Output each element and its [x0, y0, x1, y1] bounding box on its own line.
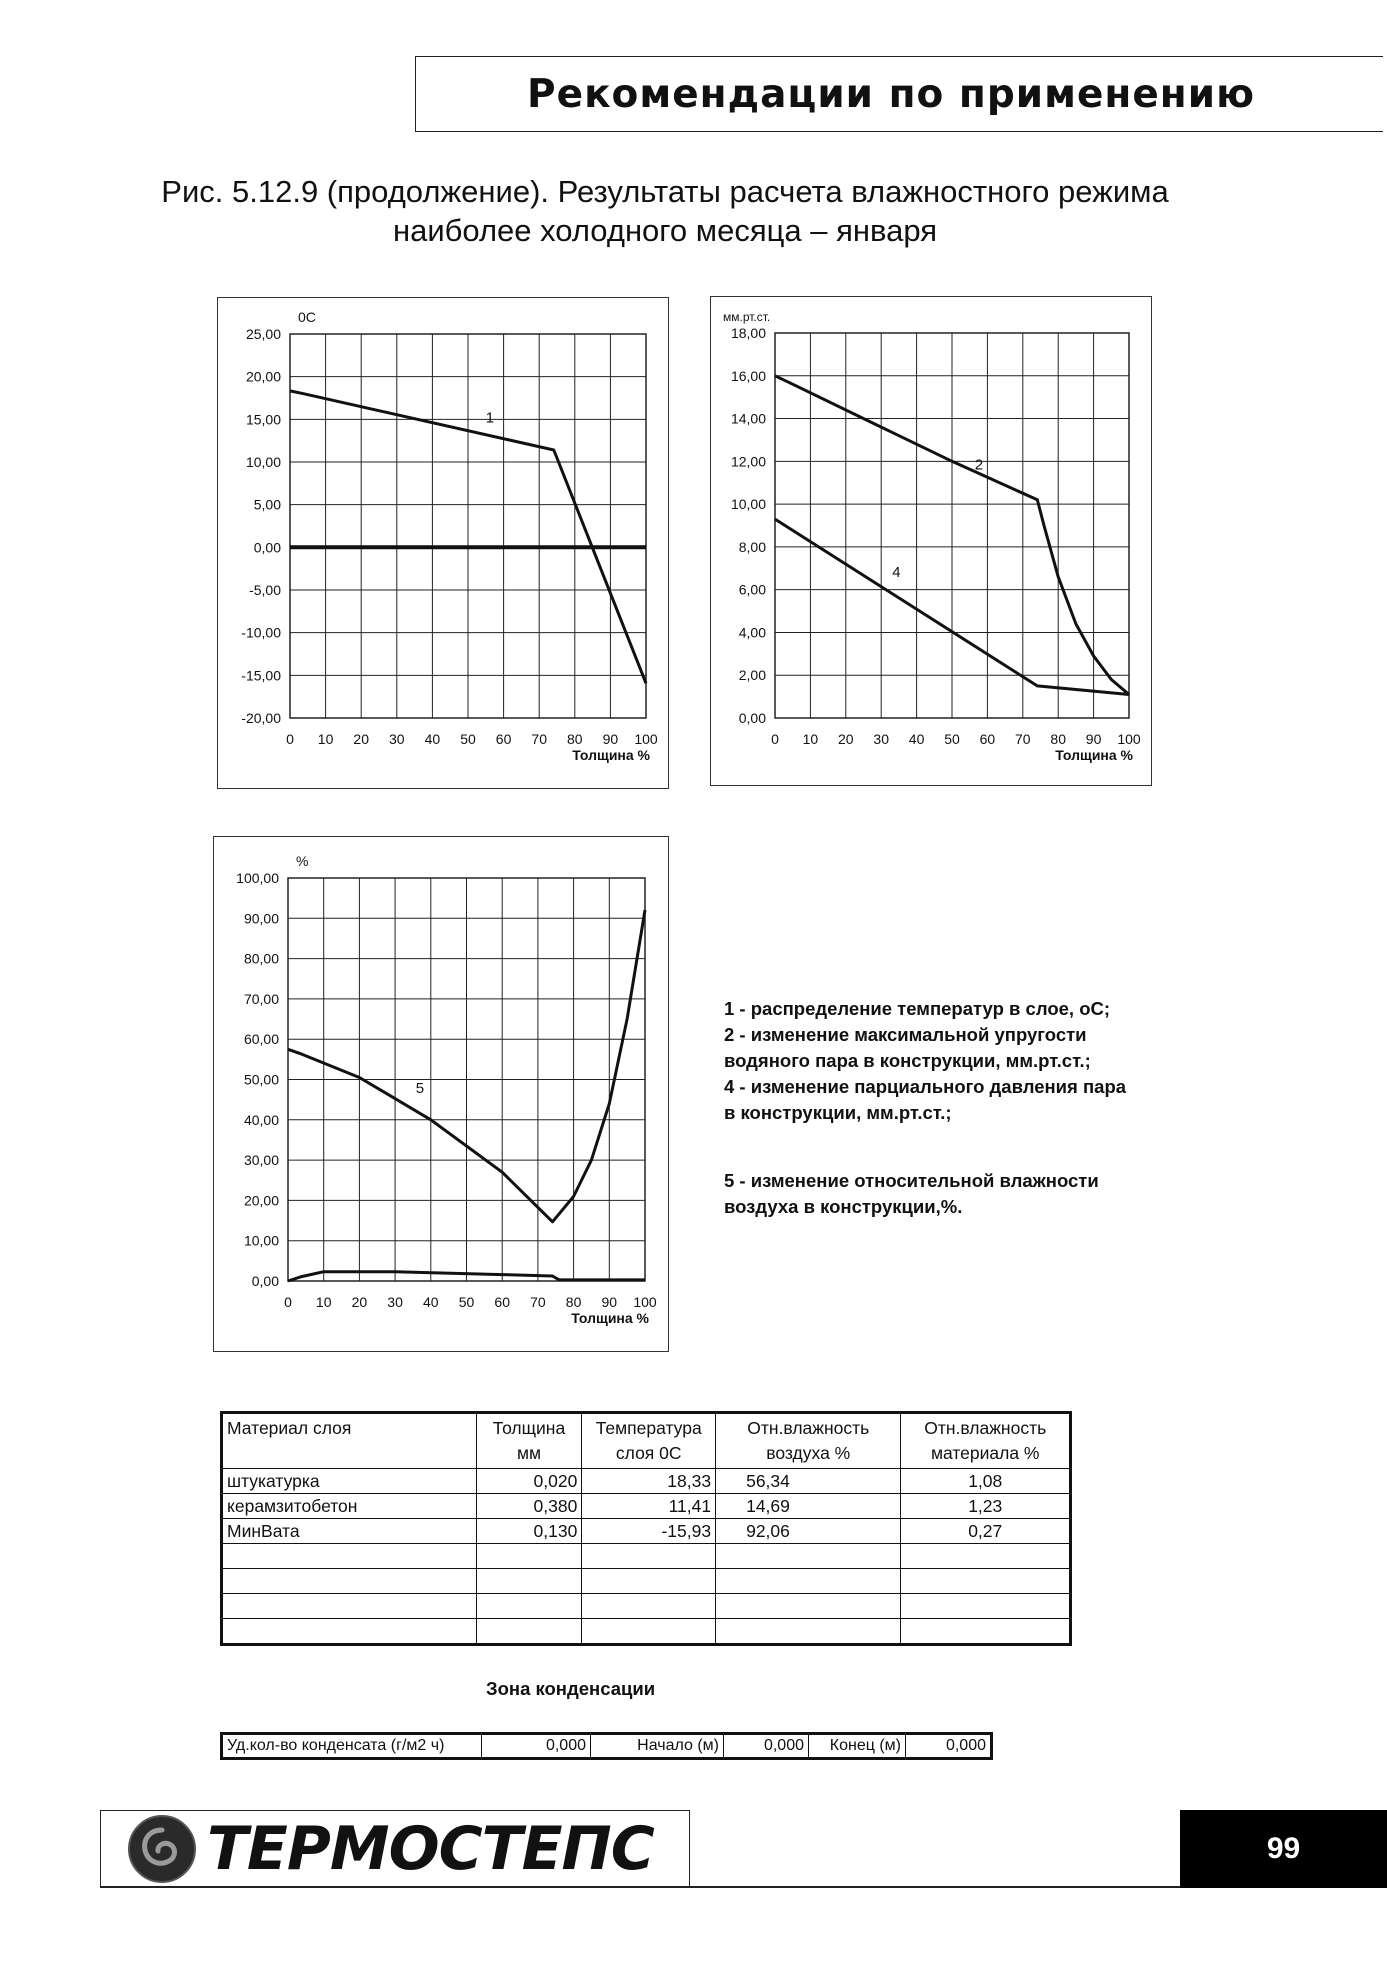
table-row	[222, 1469, 1071, 1494]
legend-line: 1 - распределение температур в слое, оС;	[724, 998, 1111, 1019]
table-cell: 18,33	[582, 1469, 716, 1494]
x-tick-label: 10	[315, 1294, 332, 1310]
table-cell: 0,380	[476, 1494, 582, 1519]
x-tick-label: 40	[423, 1294, 439, 1310]
x-tick-label: 80	[1050, 731, 1066, 747]
table-cell	[476, 1594, 582, 1619]
table-cell: 1,08	[901, 1469, 1071, 1494]
y-tick-label: 16,00	[730, 367, 766, 384]
y-tick-label: 12,00	[730, 453, 766, 470]
brand-logo-icon	[127, 1814, 197, 1884]
x-tick-label: 60	[495, 731, 512, 747]
y-tick-label: 50,00	[243, 1071, 279, 1088]
chart-relative-humidity	[213, 836, 669, 1352]
y-tick-label: 20,00	[245, 368, 281, 385]
table-row	[222, 1619, 1071, 1645]
x-tick-label: 0	[284, 1294, 292, 1310]
materials-table	[220, 1411, 1072, 1646]
x-tick-label: 100	[633, 1294, 657, 1310]
y-tick-label: 15,00	[245, 411, 281, 428]
legend-line: в конструкции, мм.рт.ст.;	[724, 1102, 952, 1123]
x-axis-label: Толщина %	[571, 1310, 649, 1326]
table-cell: 92,06	[716, 1519, 901, 1544]
header-thickness: Толщина мм	[476, 1413, 582, 1469]
table-row	[222, 1569, 1071, 1594]
header-material-humidity: Отн.влажность материала %	[901, 1413, 1071, 1469]
table-cell: 0,020	[476, 1469, 582, 1494]
y-axis-label: 0С	[298, 309, 316, 325]
table-cell	[222, 1594, 477, 1619]
page-number	[1180, 1810, 1387, 1888]
x-tick-label: 0	[771, 731, 779, 747]
x-tick-label: 20	[838, 731, 854, 747]
x-tick-label: 80	[565, 1294, 582, 1310]
x-tick-label: 90	[602, 731, 619, 747]
y-tick-label: 80,00	[243, 950, 279, 967]
chart-relative-humidity-svg	[214, 837, 670, 1353]
table-cell	[901, 1544, 1071, 1569]
legend-line: водяного пара в конструкции, мм.рт.ст.;	[724, 1050, 1091, 1071]
table-cell	[476, 1569, 582, 1594]
chart-temperature	[217, 297, 669, 789]
table-header-row	[222, 1413, 1071, 1469]
y-tick-label: 5,00	[253, 496, 281, 513]
table-cell: 0,130	[476, 1519, 582, 1544]
y-tick-label: 90,00	[243, 910, 279, 927]
caption-line-2: наиболее холодного месяца – января	[392, 213, 938, 248]
y-tick-label: -5,00	[249, 582, 281, 598]
footer-logo	[100, 1810, 690, 1888]
table-cell: 1,23	[901, 1494, 1071, 1519]
x-tick-label: 50	[460, 731, 476, 747]
table-row	[222, 1734, 992, 1759]
y-tick-label: -20,00	[241, 710, 281, 726]
x-tick-label: 50	[458, 1294, 475, 1310]
condensation-end-value: 0,000	[906, 1734, 992, 1759]
table-cell	[901, 1619, 1071, 1645]
table-cell: керамзитобетон	[222, 1494, 477, 1519]
header-material: Материал слоя	[222, 1413, 477, 1469]
table-cell	[582, 1594, 716, 1619]
legend-line: 4 - изменение парциального давления пара	[724, 1076, 1127, 1097]
y-tick-label: 10,00	[245, 454, 281, 470]
x-tick-label: 100	[1117, 731, 1141, 747]
table-cell: штукатурка	[222, 1469, 477, 1494]
x-tick-label: 30	[389, 731, 405, 747]
y-tick-label: 6,00	[738, 581, 766, 598]
y-tick-label: 100,00	[236, 870, 279, 886]
y-tick-label: 40,00	[243, 1111, 279, 1128]
x-tick-label: 60	[494, 1294, 510, 1310]
condensate-amount-label: Уд.кол-во конденсата (г/м2 ч)	[222, 1734, 482, 1759]
condensation-start-value: 0,000	[724, 1734, 809, 1759]
y-tick-label: 60,00	[243, 1031, 279, 1048]
x-tick-label: 10	[317, 731, 334, 747]
x-tick-label: 90	[1085, 731, 1102, 747]
y-tick-label: 4,00	[738, 624, 766, 641]
y-tick-label: 0,00	[253, 539, 281, 556]
chart-legend	[724, 996, 1184, 1220]
chart-temperature-svg	[218, 298, 670, 790]
x-tick-label: 80	[567, 731, 583, 747]
table-cell	[901, 1569, 1071, 1594]
series-label: 1	[485, 409, 495, 427]
x-tick-label: 70	[1015, 731, 1031, 747]
caption-line-1: Рис. 5.12.9 (продолжение). Результаты расчета влажностного режима	[161, 174, 1169, 209]
x-tick-label: 40	[424, 731, 441, 747]
table-cell	[222, 1619, 477, 1645]
y-tick-label: 25,00	[245, 326, 281, 342]
condensation-zone-title: Зона конденсации	[486, 1678, 656, 1699]
table-cell	[716, 1619, 901, 1645]
x-tick-label: 30	[873, 731, 889, 747]
table-cell: 0,27	[901, 1519, 1071, 1544]
condensation-table	[220, 1732, 993, 1760]
y-axis-label: %	[296, 853, 309, 869]
table-cell	[582, 1619, 716, 1645]
table-cell	[222, 1569, 477, 1594]
y-tick-label: 30,00	[243, 1152, 279, 1169]
y-tick-label: 20,00	[243, 1192, 279, 1209]
table-row	[222, 1544, 1071, 1569]
table-row	[222, 1494, 1071, 1519]
page-number-text: 99	[1266, 1832, 1301, 1865]
y-tick-label: 2,00	[738, 667, 766, 684]
table-cell	[582, 1569, 716, 1594]
y-tick-label: 0,00	[738, 710, 766, 726]
table-cell	[476, 1544, 582, 1569]
x-tick-label: 20	[353, 731, 369, 747]
table-cell: 14,69	[716, 1494, 901, 1519]
table-cell	[716, 1544, 901, 1569]
x-axis-label: Толщина %	[572, 747, 650, 763]
table-cell	[222, 1544, 477, 1569]
x-tick-label: 70	[530, 1294, 546, 1310]
series-label: 4	[892, 564, 901, 582]
y-tick-label: -15,00	[241, 667, 281, 684]
condensation-start-label: Начало (м)	[591, 1734, 724, 1759]
legend-line: 2 - изменение максимальной упругости	[724, 1024, 1087, 1045]
y-tick-label: -10,00	[241, 624, 281, 641]
x-axis-label: Толщина %	[1055, 747, 1133, 763]
x-tick-label: 30	[387, 1294, 403, 1310]
y-tick-label: 8,00	[738, 538, 766, 555]
page-header-title: Рекомендации по применению	[527, 71, 1255, 117]
table-row	[222, 1594, 1071, 1619]
x-tick-label: 90	[601, 1294, 618, 1310]
header-air-humidity: Отн.влажность воздуха %	[716, 1413, 901, 1469]
table-cell	[582, 1544, 716, 1569]
x-tick-label: 60	[979, 731, 996, 747]
table-cell	[901, 1594, 1071, 1619]
x-tick-label: 70	[531, 731, 547, 747]
x-tick-label: 50	[944, 731, 960, 747]
table-cell: 11,41	[582, 1494, 716, 1519]
table-cell	[716, 1569, 901, 1594]
x-tick-label: 0	[286, 731, 294, 747]
series-label: 2	[974, 456, 984, 474]
table-cell	[476, 1619, 582, 1645]
figure-caption	[90, 172, 1240, 250]
y-tick-label: 0,00	[251, 1273, 279, 1289]
header-temperature: Температура слоя 0С	[582, 1413, 716, 1469]
chart-vapor-pressure	[710, 296, 1152, 786]
y-axis-label: мм.рт.ст.	[723, 310, 771, 324]
y-tick-label: 70,00	[243, 990, 279, 1007]
y-tick-label: 10,00	[730, 496, 766, 513]
condensation-end-label: Конец (м)	[809, 1734, 906, 1759]
brand-name: ТЕРМОСТЕПС	[207, 1814, 654, 1884]
y-tick-label: 10,00	[243, 1232, 279, 1249]
y-tick-label: 18,00	[730, 325, 766, 341]
table-cell	[716, 1594, 901, 1619]
table-cell: -15,93	[582, 1519, 716, 1544]
y-tick-label: 14,00	[730, 410, 766, 427]
x-tick-label: 100	[634, 731, 658, 747]
x-tick-label: 20	[351, 1294, 368, 1310]
table-cell: 56,34	[716, 1469, 901, 1494]
series-label: 5	[415, 1079, 425, 1097]
chart-vapor-pressure-svg	[711, 297, 1153, 787]
x-tick-label: 40	[908, 731, 925, 747]
x-tick-label: 10	[802, 731, 819, 747]
legend-line: 5 - изменение относительной влажности	[724, 1170, 1099, 1191]
header-box	[415, 56, 1383, 132]
table-row	[222, 1519, 1071, 1544]
table-cell: МинВата	[222, 1519, 477, 1544]
condensate-amount-value: 0,000	[482, 1734, 591, 1759]
legend-line: воздуха в конструкции,%.	[724, 1196, 963, 1217]
